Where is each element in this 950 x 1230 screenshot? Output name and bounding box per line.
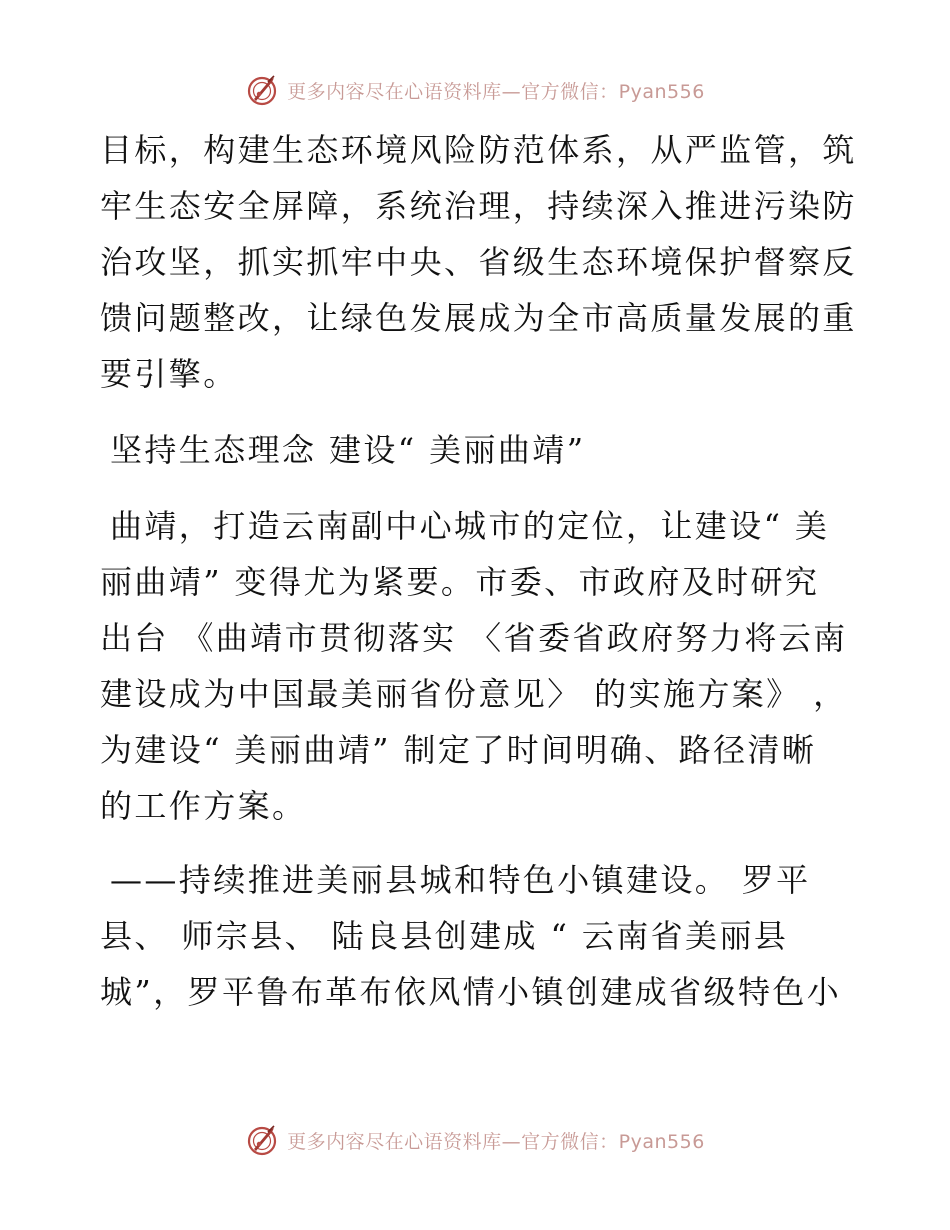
footer-banner [0, 1120, 950, 1160]
text-line: 丽曲靖” 变得尤为紧要。市委、市政府及时研究 [100, 563, 820, 601]
text-line: 城”，罗平鲁布革布依风情小镇创建成省级特色小 [100, 973, 842, 1011]
text-line: 曲靖，打造云南副中心城市的定位，让建设“ 美 [110, 507, 830, 545]
text-line: 为建设“ 美丽曲靖” 制定了时间明确、路径清晰 [100, 731, 817, 769]
section-heading: 坚持生态理念 建设“ 美丽曲靖” [110, 431, 586, 469]
text-line: 的工作方案。 [100, 787, 307, 825]
text-line: 要引擎。 [100, 355, 238, 393]
text-line: 县、 师宗县、 陆良县创建成 “ 云南省美丽县 [100, 917, 789, 955]
text-line: 牢生态安全屏障，系统治理，持续深入推进污染防 [100, 187, 857, 225]
header-banner [0, 70, 950, 110]
red-quill-seal-icon [245, 72, 281, 108]
paragraph-county-town-construction [100, 852, 850, 1020]
footer-banner-text: 更多内容尽在心语资料库—官方微信：Pyan556 [287, 1130, 705, 1153]
text-line: 出台 《曲靖市贯彻落实 〈省委省政府努力将云南 [100, 619, 848, 657]
text-line: 馈问题整改，让绿色发展成为全市高质量发展的重 [100, 299, 857, 337]
red-quill-seal-icon [245, 1122, 281, 1158]
text-line: 治攻坚，抓实抓牢中央、省级生态环境保护督察反 [100, 243, 857, 281]
text-line: 目标，构建生态环境风险防范体系，从严监管，筑 [100, 131, 857, 169]
paragraph-ecological-goals [100, 122, 857, 402]
text-line: ——持续推进美丽县城和特色小镇建设。 罗平 [110, 861, 811, 899]
document-body [100, 122, 857, 1020]
paragraph-beautiful-qujing [100, 498, 850, 834]
text-line: 建设成为中国最美丽省份意见〉 的实施方案》 ， [100, 675, 848, 713]
header-banner-text: 更多内容尽在心语资料库—官方微信：Pyan556 [287, 80, 705, 103]
